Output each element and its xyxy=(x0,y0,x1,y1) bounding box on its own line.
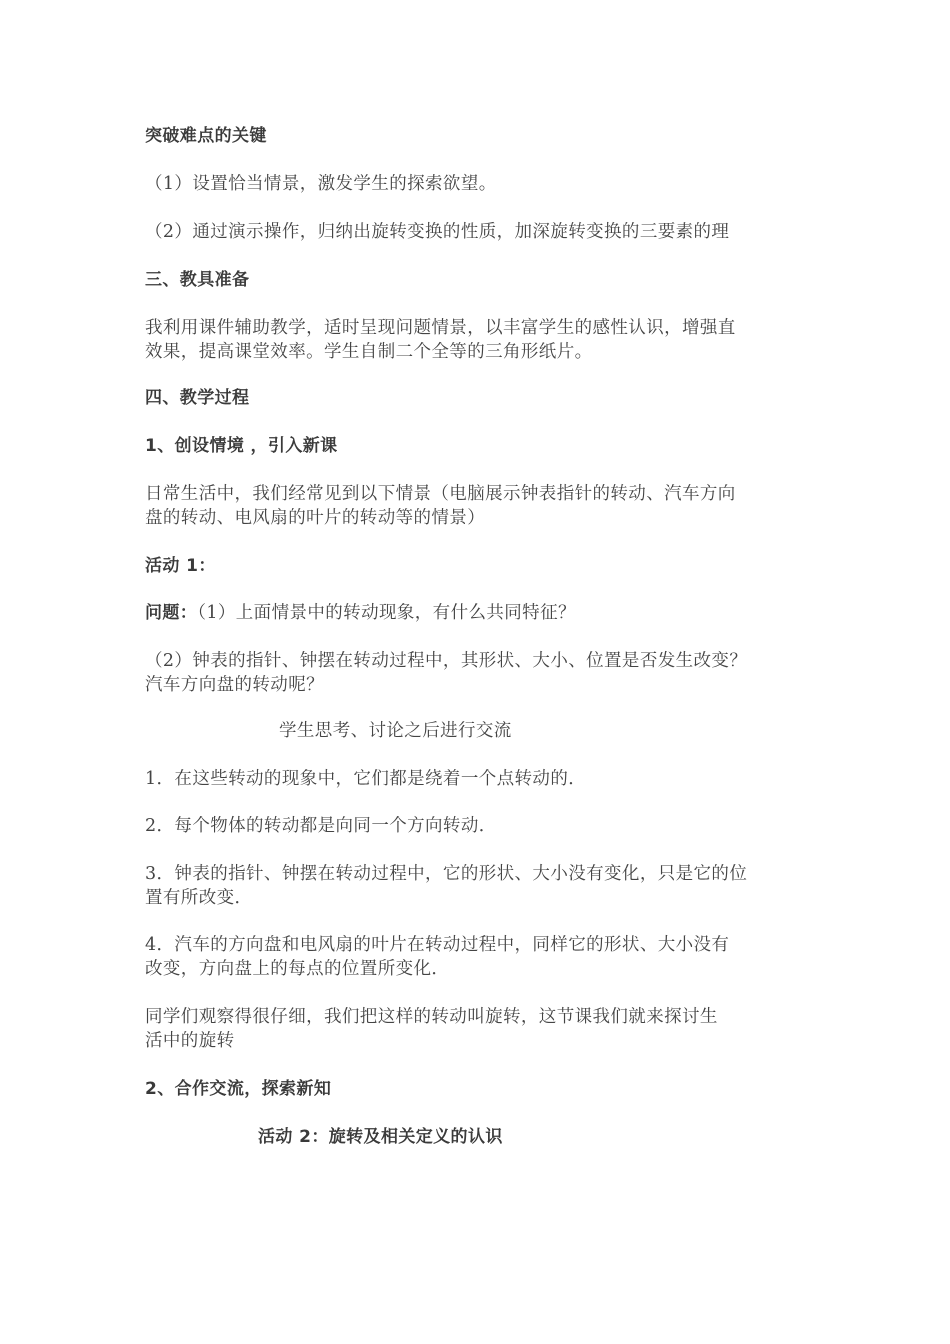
paragraph-line: 活中的旋转 xyxy=(145,1031,235,1051)
question-label: 问题： xyxy=(145,603,198,623)
paragraph-line: 效果，提高课堂效率。学生自制二个全等的三角形纸片。 xyxy=(145,342,593,362)
question-text: （1）上面情景中的转动现象，有什么共同特征？ xyxy=(197,603,576,623)
paragraph-line: 我利用课件辅助教学，适时呈现问题情景，以丰富学生的感性认识，增强直 xyxy=(145,318,736,338)
paragraph-line: 日常生活中，我们经常见到以下情景（电脑展示钟表指针的转动、汽车方向 xyxy=(145,484,736,504)
step-title-2: 2、合作交流，探索新知 xyxy=(145,1079,332,1099)
answer-1: 1．在这些转动的现象中，它们都是绕着一个点转动的． xyxy=(145,769,587,789)
paragraph-line: 盘的转动、电风扇的叶片的转动等的情景） xyxy=(145,508,486,528)
list-item-2: （2）通过演示操作，归纳出旋转变换的性质，加深旋转变换的三要素的理 xyxy=(145,222,730,242)
step-title-1: 1、创设情境 ，引入新课 xyxy=(145,436,338,456)
paragraph-line: （2）钟表的指针、钟摆在转动过程中，其形状、大小、位置是否发生改变？ xyxy=(145,651,748,671)
summary-paragraph xyxy=(145,1005,813,1053)
paragraph-line: 置有所改变． xyxy=(145,888,253,908)
paragraph-line: 3．钟表的指针、钟摆在转动过程中，它的形状、大小没有变化，只是它的位 xyxy=(145,864,748,884)
answer-3 xyxy=(145,862,813,910)
paragraph-daily-life xyxy=(145,482,813,530)
question-2 xyxy=(145,649,813,697)
heading-breakthrough: 突破难点的关键 xyxy=(145,126,267,146)
activity-title-2: 活动 2：旋转及相关定义的认识 xyxy=(258,1127,503,1147)
section-title-process: 四、教学过程 xyxy=(145,388,250,408)
discussion-note: 学生思考、讨论之后进行交流 xyxy=(279,721,512,741)
paragraph-line: 改变，方向盘上的每点的位置所变化． xyxy=(145,959,450,979)
section-title-equipment: 三、教具准备 xyxy=(145,270,250,290)
question-1 xyxy=(145,601,576,625)
answer-2: 2．每个物体的转动都是向同一个方向转动． xyxy=(145,816,497,836)
paragraph-line: 4．汽车的方向盘和电风扇的叶片在转动过程中，同样它的形状、大小没有 xyxy=(145,935,730,955)
answer-4 xyxy=(145,933,813,981)
activity-title-1: 活动 1： xyxy=(145,556,216,576)
paragraph-line: 同学们观察得很仔细，我们把这样的转动叫旋转，这节课我们就来探讨生 xyxy=(145,1007,718,1027)
paragraph-equipment xyxy=(145,316,813,364)
paragraph-line: 汽车方向盘的转动呢？ xyxy=(145,675,324,695)
list-item-1: （1）设置恰当情景，激发学生的探索欲望。 xyxy=(145,174,497,194)
